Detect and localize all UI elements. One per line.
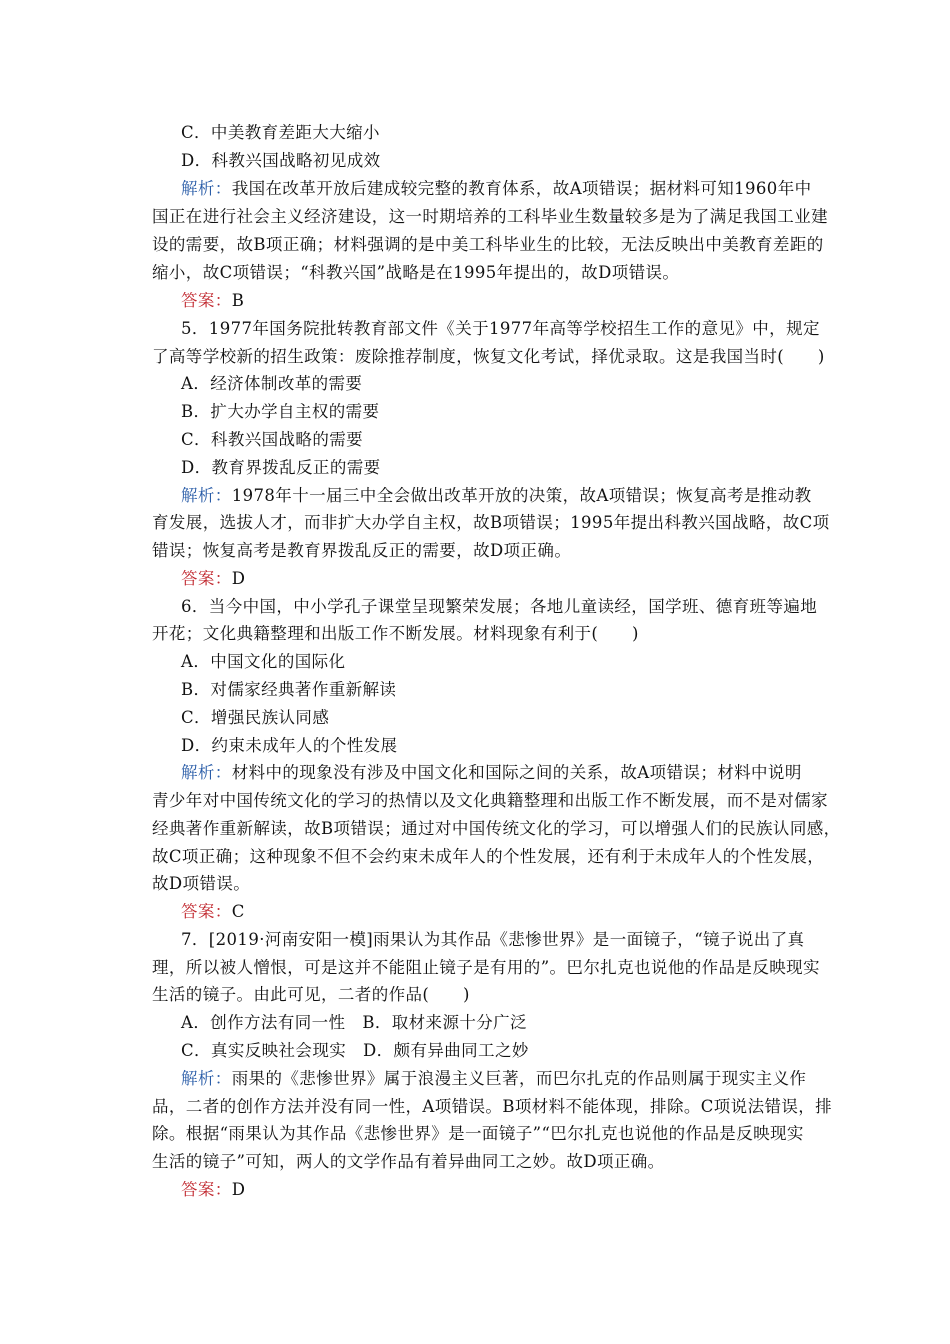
analysis-text: 材料中的现象没有涉及中国文化和国际之间的关系，故A项错误；材料中说明 xyxy=(231,763,802,782)
analysis-text: 雨果的《悲惨世界》属于浪漫主义巨著，而巴尔扎克的作品则属于现实主义作 xyxy=(231,1069,807,1088)
q7-stem-line-3: 生活的镜子。由此可见，二者的作品( ) xyxy=(152,985,470,1004)
analysis-label: 解析： xyxy=(181,486,232,505)
q5-stem-line-1: 5．1977年国务院批转教育部文件《关于1977年高等学校招生工作的意见》中，规定 xyxy=(181,319,820,338)
answer-label: 答案： xyxy=(181,902,232,921)
answer-label: 答案： xyxy=(181,569,232,588)
q7-options-row-1: A．创作方法有同一性 B．取材来源十分广泛 xyxy=(181,1013,527,1032)
answer-label: 答案： xyxy=(181,1180,232,1199)
q5-analysis-line-2: 育发展，选拔人才，而非扩大办学自主权，故B项错误；1995年提出科教兴国战略，故C项 xyxy=(152,513,830,532)
analysis-label: 解析： xyxy=(181,1069,232,1088)
q6-analysis-line-2: 青少年对中国传统文化的学习的热情以及文化典籍整理和出版工作不断发展，而不是对儒家 xyxy=(152,791,828,810)
q7-analysis-line-4: 生活的镜子”可知，两人的文学作品有着异曲同工之妙。故D项正确。 xyxy=(152,1152,665,1171)
answer-label: 答案： xyxy=(181,291,232,310)
q5-analysis-line-3: 错误；恢复高考是教育界拨乱反正的需要，故D项正确。 xyxy=(152,541,572,560)
q5-option-d: D．教育界拨乱反正的需要 xyxy=(181,458,381,477)
analysis-label: 解析： xyxy=(181,179,232,198)
q5-analysis-line-1 xyxy=(181,486,861,506)
q7-options-row-2: C．真实反映社会现实 D．颇有异曲同工之妙 xyxy=(181,1041,529,1060)
q5-answer xyxy=(181,569,861,589)
q4-option-d: D．科教兴国战略初见成效 xyxy=(181,151,381,170)
q4-analysis-line-1 xyxy=(181,179,861,199)
q6-option-d: D．约束未成年人的个性发展 xyxy=(181,736,398,755)
q6-option-a: A．中国文化的国际化 xyxy=(181,652,346,671)
q6-analysis-line-1 xyxy=(181,763,861,783)
analysis-text: 我国在改革开放后建成较完整的教育体系，故A项错误；据材料可知1960年中 xyxy=(231,179,812,198)
answer-value: B xyxy=(231,291,245,310)
q7-analysis-line-3: 除。根据“雨果认为其作品《悲惨世界》是一面镜子”“巴尔扎克也说他的作品是反映现实 xyxy=(152,1124,804,1143)
q6-option-c: C．增强民族认同感 xyxy=(181,708,330,727)
q7-stem-line-2: 理，所以被人憎恨，可是这并不能阻止镜子是有用的”。巴尔扎克也说他的作品是反映现实 xyxy=(152,958,820,977)
q6-analysis-line-4: 故C项正确；这种现象不但不会约束未成年人的个性发展，还有利于未成年人的个性发展， xyxy=(152,847,825,866)
q4-analysis-line-3: 设的需要，故B项正确；材料强调的是中美工科毕业生的比较，无法反映出中美教育差距的 xyxy=(152,235,824,254)
q5-option-a: A．经济体制改革的需要 xyxy=(181,374,363,393)
q6-option-b: B．对儒家经典著作重新解读 xyxy=(181,680,397,699)
q7-analysis-line-1 xyxy=(181,1069,861,1089)
q4-option-c: C．中美教育差距大大缩小 xyxy=(181,123,380,142)
q7-answer xyxy=(181,1180,861,1200)
q6-answer xyxy=(181,902,861,922)
q5-option-b: B．扩大办学自主权的需要 xyxy=(181,402,380,421)
analysis-text: 1978年十一届三中全会做出改革开放的决策，故A项错误；恢复高考是推动教 xyxy=(231,486,812,505)
q4-analysis-line-4: 缩小，故C项错误；“科教兴国”战略是在1995年提出的，故D项错误。 xyxy=(152,263,680,282)
q6-analysis-line-3: 经典著作重新解读，故B项错误；通过对中国传统文化的学习，可以增强人们的民族认同感， xyxy=(152,819,841,838)
answer-value: C xyxy=(231,902,245,921)
q5-stem-line-2: 了高等学校新的招生政策：废除推荐制度，恢复文化考试，择优录取。这是我国当时( ) xyxy=(152,347,825,366)
q4-answer xyxy=(181,291,861,311)
q7-stem-line-1: 7．[2019·河南安阳一模]雨果认为其作品《悲惨世界》是一面镜子，“镜子说出了真 xyxy=(181,930,805,949)
q6-stem-line-1: 6．当今中国，中小学孔子课堂呈现繁荣发展；各地儿童读经，国学班、德育班等遍地 xyxy=(181,597,818,616)
q7-analysis-line-2: 品，二者的创作方法并没有同一性，A项错误。B项材料不能体现，排除。C项说法错误，排 xyxy=(152,1097,833,1116)
q5-option-c: C．科教兴国战略的需要 xyxy=(181,430,364,449)
q6-stem-line-2: 开花；文化典籍整理和出版工作不断发展。材料现象有利于( ) xyxy=(152,624,639,643)
answer-value: D xyxy=(231,1180,246,1199)
q6-analysis-line-5: 故D项错误。 xyxy=(152,874,251,893)
q4-analysis-line-2: 国正在进行社会主义经济建设，这一时期培养的工科毕业生数量较多是为了满足我国工业建 xyxy=(152,207,828,226)
answer-value: D xyxy=(231,569,246,588)
analysis-label: 解析： xyxy=(181,763,232,782)
